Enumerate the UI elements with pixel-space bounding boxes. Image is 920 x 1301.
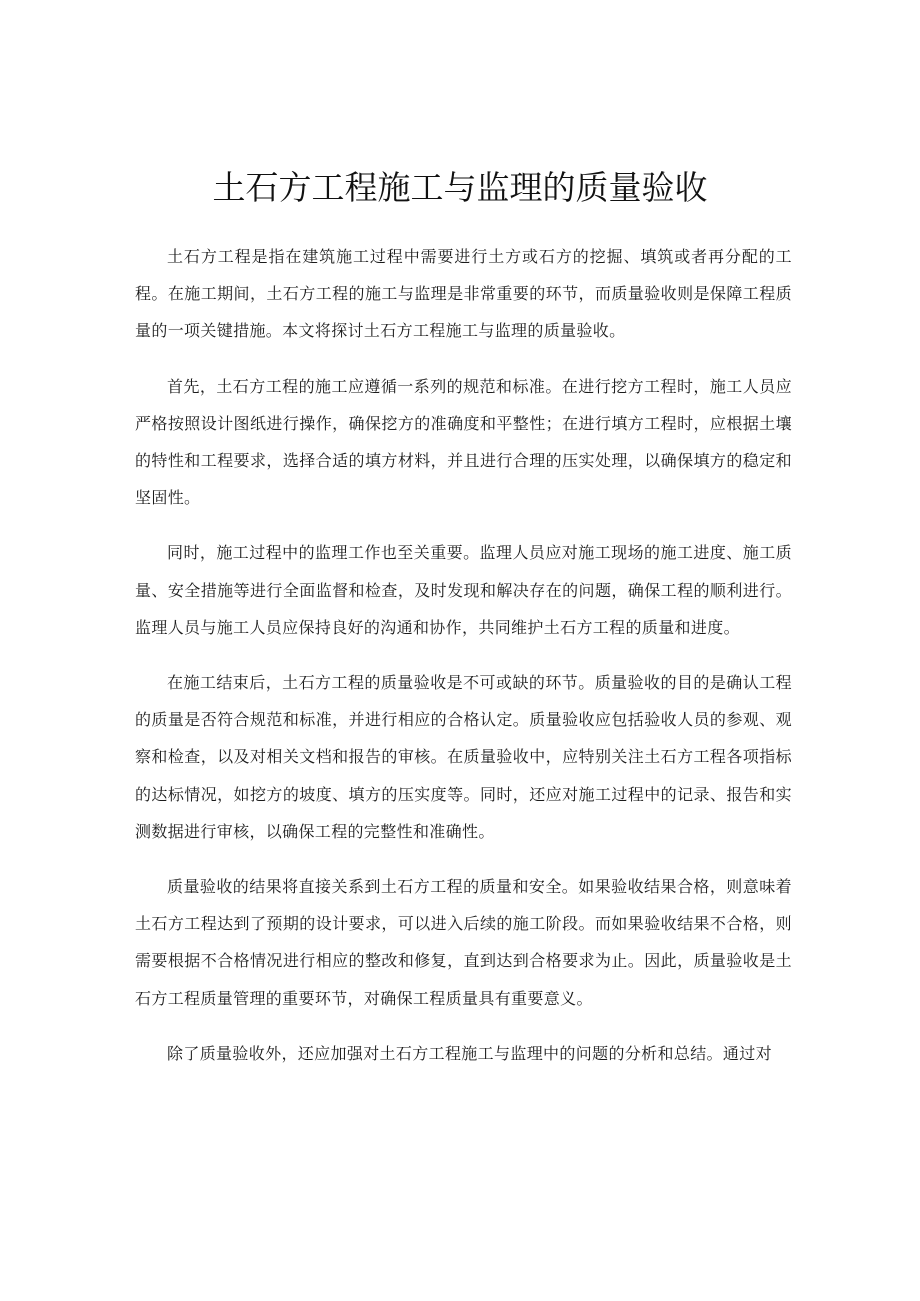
paragraph-2: 首先，土石方工程的施工应遵循一系列的规范和标准。在进行挖方工程时，施工人员应严格按照设计图纸进行操作，确保挖方的准确度和平整性；在进行填方工程时，应根据土壤的特性和工程要求，选择合适的填方材料，并且进行合理的压实处理，以确保填方的稳定和坚固性。 bbox=[135, 376, 792, 508]
document-title: 土石方工程施工与监理的质量验收 bbox=[212, 168, 708, 207]
paragraph-4: 在施工结束后，土石方工程的质量验收是不可或缺的环节。质量验收的目的是确认工程的质量是否符合规范和标准，并进行相应的合格认定。质量验收应包括验收人员的参观、观察和检查，以及对相关文档和报告的审核。在质量验收中，应特别关注土石方工程各项指标的达标情况，如挖方的坡度、填方的压实度等。同时，还应对施工过程中的记录、报告和实测数据进行审核，以确保工程的完整性和准确性。 bbox=[135, 673, 792, 841]
paragraph-3: 同时，施工过程中的监理工作也至关重要。监理人员应对施工现场的施工进度、施工质量、安全措施等进行全面监督和检查，及时发现和解决存在的问题，确保工程的顺利进行。监理人员与施工人员应保持良好的沟通和协作，共同维护土石方工程的质量和进度。 bbox=[135, 543, 792, 637]
paragraph-1: 土石方工程是指在建筑施工过程中需要进行土方或石方的挖掘、填筑或者再分配的工程。在施工期间，土石方工程的施工与监理是非常重要的环节，而质量验收则是保障工程质量的一项关键措施。本文将探讨土石方工程施工与监理的质量验收。 bbox=[135, 247, 792, 341]
document-body bbox=[135, 238, 792, 1090]
paragraph-6: 除了质量验收外，还应加强对土石方工程施工与监理中的问题的分析和总结。通过对 bbox=[167, 1043, 772, 1063]
paragraph-5: 质量验收的结果将直接关系到土石方工程的质量和安全。如果验收结果合格，则意味着土石方工程达到了预期的设计要求，可以进入后续的施工阶段。而如果验收结果不合格，则需要根据不合格情况进行相应的整改和修复，直到达到合格要求为止。因此，质量验收是土石方工程质量管理的重要环节，对确保工程质量具有重要意义。 bbox=[135, 877, 792, 1008]
